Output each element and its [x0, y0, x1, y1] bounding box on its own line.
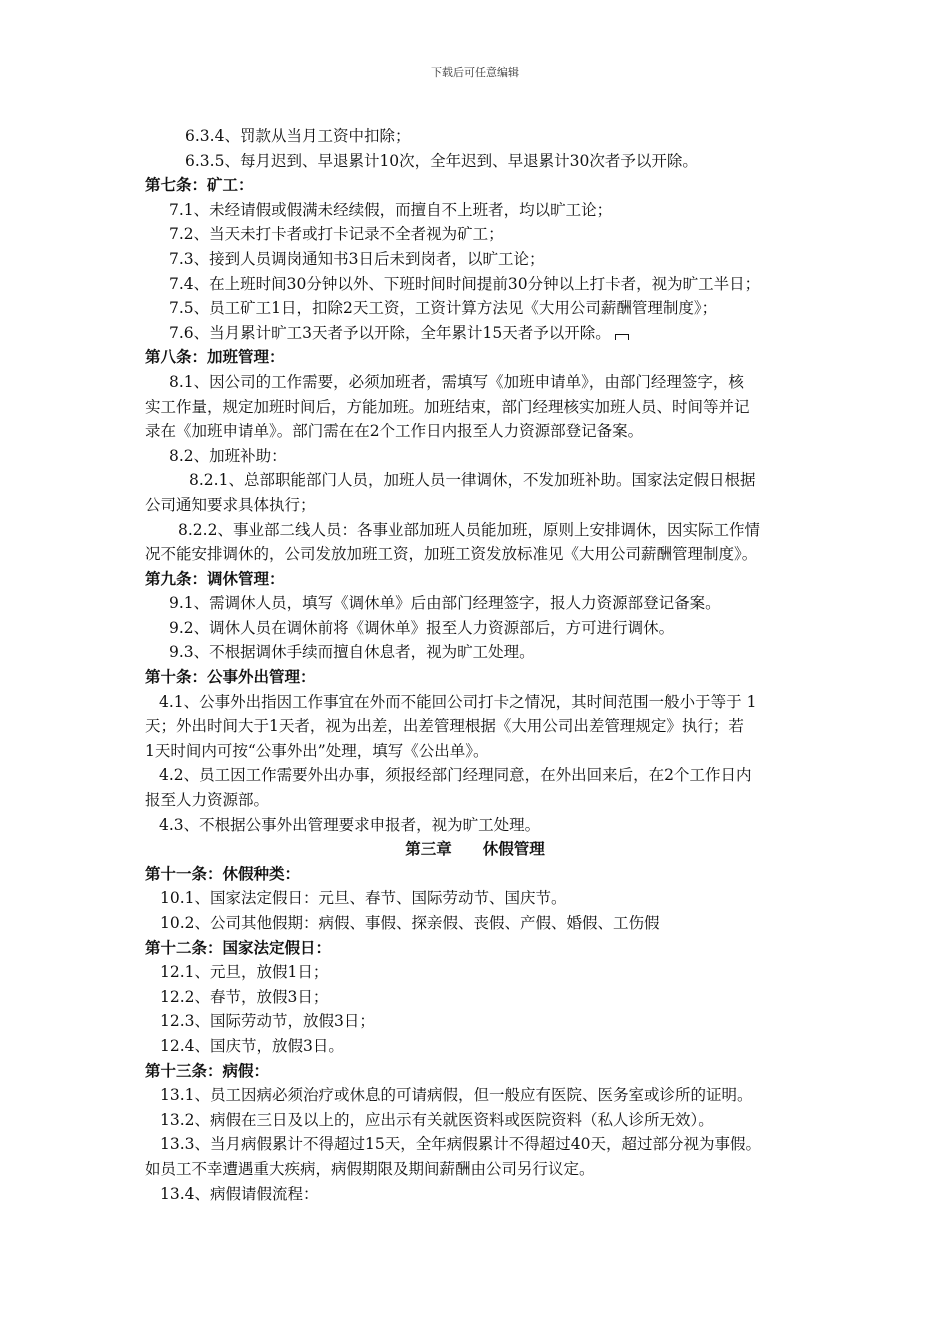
- clause-7-5: 7.5、员工矿工1日，扣除2天工资，工资计算方法见《大用公司薪酬管理制度》；: [169, 299, 718, 318]
- clause-12-2: 12.2、春节，放假3日；: [160, 987, 329, 1006]
- clause-8-1-line-1: 8.1、因公司的工作需要，必须加班者，需填写《加班申请单》，由部门经理签字，核: [169, 372, 744, 391]
- clause-4-3: 4.3、不根据公事外出管理要求申报者，视为旷工处理。: [159, 815, 541, 834]
- clause-8-2: 8.2、加班补助：: [169, 446, 287, 465]
- clause-4-1-line-1: 4.1、公事外出指因工作事宜在外而不能回公司打卡之情况，其时间范围一般小于等于 1: [159, 692, 757, 711]
- article-11-heading: 第十一条：休假种类：: [145, 864, 301, 883]
- page-header: 下载后可任意编辑: [431, 66, 519, 79]
- clause-4-2-line-2: 报至人力资源部。: [145, 791, 270, 810]
- clause-7-2: 7.2、当天未打卡者或打卡记录不全者视为矿工；: [169, 225, 504, 244]
- clause-6-3-5: 6.3.5、每月迟到、早退累计10次，全年迟到、早退累计30次者予以开除。: [185, 151, 698, 170]
- document-body: [145, 124, 805, 1206]
- clause-7-4: 7.4、在上班时间30分钟以外、下班时间时间提前30分钟以上打卡者，视为旷工半日；: [169, 274, 761, 293]
- clause-8-2-1-line-2: 公司通知要求具体执行；: [145, 495, 316, 514]
- clause-8-1-line-2: 实工作量，规定加班时间后，方能加班。加班结束，部门经理核实加班人员、时间等并记: [145, 397, 750, 416]
- clause-8-2-2-line-1: 8.2.2、事业部二线人员：各事业部加班人员能加班，原则上安排调休，因实际工作情: [178, 520, 760, 539]
- clause-13-4: 13.4、病假请假流程：: [160, 1184, 319, 1203]
- clause-13-3-line-1: 13.3、当月病假累计不得超过15天，全年病假累计不得超过40天，超过部分视为事假。: [160, 1135, 761, 1154]
- article-8-heading: 第八条：加班管理：: [145, 348, 285, 367]
- clause-8-2-1-line-1: 8.2.1、总部职能部门人员，加班人员一律调休，不发加班补助。国家法定假日根据: [189, 471, 756, 490]
- clause-9-2: 9.2、调休人员在调休前将《调休单》报至人力资源部后，方可进行调休。: [169, 618, 675, 637]
- clause-12-3: 12.3、国际劳动节，放假3日；: [160, 1012, 375, 1031]
- chapter-3-title: 第三章 休假管理: [405, 840, 545, 859]
- clause-9-3: 9.3、不根据调休手续而擅自休息者，视为旷工处理。: [169, 643, 535, 662]
- article-10-heading: 第十条：公事外出管理：: [145, 668, 316, 687]
- clause-9-1: 9.1、需调休人员，填写《调休单》后由部门经理签字，报人力资源部登记备案。: [169, 594, 721, 613]
- article-13-heading: 第十三条：病假：: [145, 1061, 270, 1080]
- article-9-heading: 第九条：调休管理：: [145, 569, 285, 588]
- article-12-heading: 第十二条：国家法定假日：: [145, 938, 332, 957]
- clause-10-1: 10.1、国家法定假日：元旦、春节、国际劳动节、国庆节。: [160, 889, 567, 908]
- clause-4-1-line-2: 天；外出时间大于1天者，视为出差，出差管理根据《大用公司出差管理规定》执行；若: [145, 717, 744, 736]
- clause-4-1-line-3: 1天时间内可按“公事外出”处理，填写《公出单》。: [145, 741, 489, 760]
- clause-12-4: 12.4、国庆节，放假3日。: [160, 1036, 344, 1055]
- clause-10-2: 10.2、公司其他假期：病假、事假、探亲假、丧假、产假、婚假、工伤假: [160, 914, 660, 932]
- clause-4-2-line-1: 4.2、员工因工作需要外出办事，须报经部门经理同意，在外出回来后，在2个工作日内: [159, 766, 752, 785]
- clause-7-6-text: 7.6、当月累计旷工3天者予以开除，全年累计15天者予以开除。: [169, 323, 611, 342]
- clause-7-6: [145, 321, 805, 346]
- clause-8-1-line-3: 录在《加班申请单》。部门需在在2个工作日内报至人力资源部登记备案。: [145, 422, 644, 441]
- clause-13-1: 13.1、员工因病必须治疗或休息的可请病假，但一般应有医院、医务室或诊所的证明。: [160, 1086, 753, 1105]
- clause-13-2: 13.2、病假在三日及以上的，应出示有关就医资料或医院资料（私人诊所无效）。: [160, 1110, 714, 1129]
- clause-8-2-2-line-2: 况不能安排调休的，公司发放加班工资，加班工资发放标准见《大用公司薪酬管理制度》。: [145, 545, 758, 564]
- clause-7-3: 7.3、接到人员调岗通知书3日后未到岗者，以旷工论；: [169, 249, 545, 268]
- clause-7-1: 7.1、未经请假或假满未经续假，而擅自不上班者，均以旷工论；: [169, 200, 613, 219]
- edit-mark-icon: [615, 334, 629, 340]
- clause-12-1: 12.1、元旦，放假1日；: [160, 963, 329, 982]
- clause-6-3-4: 6.3.4、罚款从当月工资中扣除；: [185, 127, 411, 145]
- article-7-heading: 第七条：矿工：: [145, 176, 254, 195]
- clause-13-3-line-2: 如员工不幸遭遇重大疾病，病假期限及期间薪酬由公司另行议定。: [145, 1159, 595, 1178]
